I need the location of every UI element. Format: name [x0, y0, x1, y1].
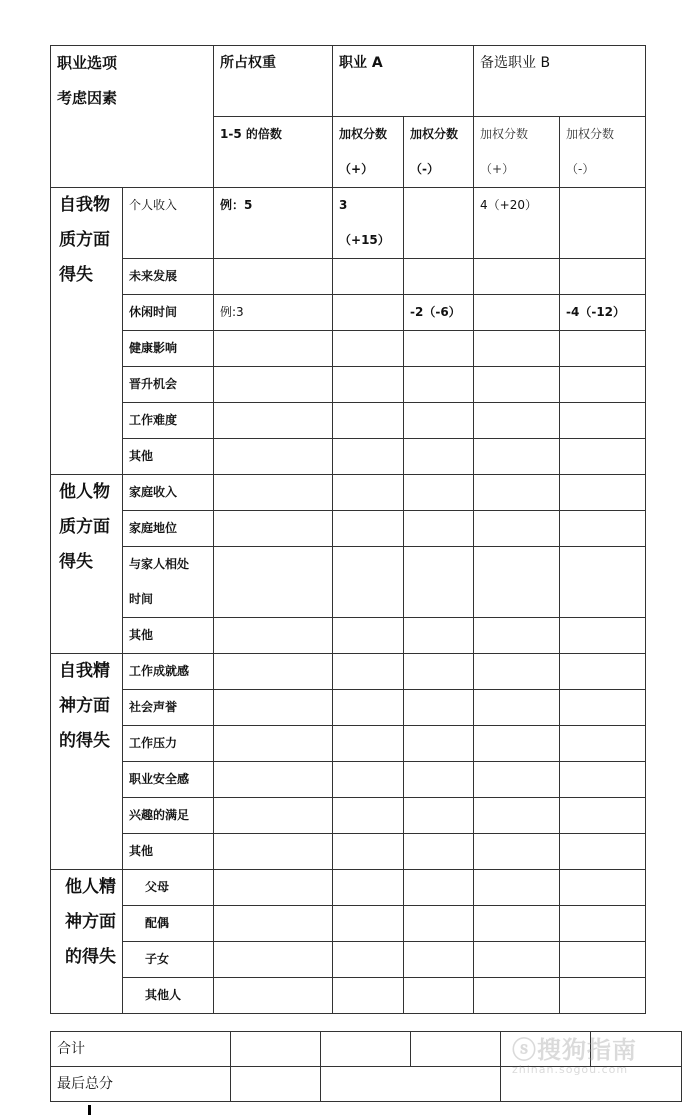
b-plus-cell: 4（+20） — [474, 188, 560, 259]
factor-cell: 工作压力 — [123, 726, 214, 762]
weight-subheader: 1-5 的倍数 — [214, 117, 333, 188]
factor-cell: 其他 — [123, 439, 214, 475]
factor-cell: 未来发展 — [123, 259, 214, 295]
table-row — [51, 906, 646, 942]
b-minus-cell: -4（-12） — [560, 295, 646, 331]
table-row — [51, 762, 646, 798]
a-plus-header: 加权分数 （+） — [333, 117, 404, 188]
factor-cell: 其他人 — [123, 978, 214, 1014]
table-row — [51, 331, 646, 367]
factor-cell: 休闲时间 — [123, 295, 214, 331]
b-minus-header: 加权分数 （-） — [560, 117, 646, 188]
options-label: 职业选项 — [57, 54, 118, 72]
weight-cell: 例：5 — [214, 188, 333, 259]
b-plus-header: 加权分数 （+） — [474, 117, 560, 188]
table-row — [51, 978, 646, 1014]
options-factors-header — [51, 46, 214, 188]
sum-label: 合计 — [51, 1032, 231, 1067]
factor-cell: 个人收入 — [123, 188, 214, 259]
factor-cell: 兴趣的满足 — [123, 798, 214, 834]
weight-cell: 例:3 — [214, 295, 333, 331]
factor-cell: 子女 — [123, 942, 214, 978]
factor-cell: 配偶 — [123, 906, 214, 942]
factor-cell: 家庭地位 — [123, 511, 214, 547]
factor-cell: 家庭收入 — [123, 475, 214, 511]
table-row — [51, 403, 646, 439]
watermark-logo: ⓢ搜狗指南 — [512, 1036, 637, 1064]
career-b-header: 备选职业 B — [474, 46, 646, 117]
table-row — [51, 259, 646, 295]
table-row — [51, 798, 646, 834]
text-cursor-mark — [88, 1105, 91, 1115]
a-minus-cell: -2（-6） — [404, 295, 474, 331]
factor-cell: 工作成就感 — [123, 654, 214, 690]
group-title-others-material: 他人物 质方面 得失 — [51, 475, 123, 654]
factor-cell: 与家人相处 时间 — [123, 547, 214, 618]
table-row — [51, 511, 646, 547]
table-row — [51, 942, 646, 978]
watermark-url: zhinan.sogou.com — [512, 1063, 629, 1076]
table-row — [51, 188, 646, 259]
group-title-others-spiritual: 他人精 神方面 的得失 — [51, 870, 123, 1014]
factor-cell: 其他 — [123, 618, 214, 654]
career-a-header: 职业 A — [333, 46, 474, 117]
a-minus-header: 加权分数 （-） — [404, 117, 474, 188]
table-row — [51, 726, 646, 762]
a-plus-cell: 3 （+15） — [333, 188, 404, 259]
table-row — [51, 618, 646, 654]
factor-cell: 健康影响 — [123, 331, 214, 367]
b-minus-cell — [560, 188, 646, 259]
a-minus-cell — [404, 188, 474, 259]
table-row — [51, 475, 646, 511]
factor-cell: 社会声誉 — [123, 690, 214, 726]
table-row — [51, 690, 646, 726]
final-score-label: 最后总分 — [51, 1067, 231, 1102]
table-row — [51, 439, 646, 475]
table-row — [51, 295, 646, 331]
factor-cell: 晋升机会 — [123, 367, 214, 403]
group-title-self-spiritual: 自我精 神方面 的得失 — [51, 654, 123, 870]
table-row — [51, 834, 646, 870]
group-title-self-material: 自我物 质方面 得失 — [51, 188, 123, 475]
factor-cell: 职业安全感 — [123, 762, 214, 798]
table-row — [51, 547, 646, 618]
factor-cell: 父母 — [123, 870, 214, 906]
watermark — [512, 1030, 682, 1100]
table-row — [51, 654, 646, 690]
career-decision-table — [50, 45, 646, 1014]
table-row — [51, 870, 646, 906]
factor-cell: 其他 — [123, 834, 214, 870]
table-row — [51, 367, 646, 403]
factors-label: 考虑因素 — [57, 89, 118, 107]
factor-cell: 工作难度 — [123, 403, 214, 439]
weight-header: 所占权重 — [214, 46, 333, 117]
